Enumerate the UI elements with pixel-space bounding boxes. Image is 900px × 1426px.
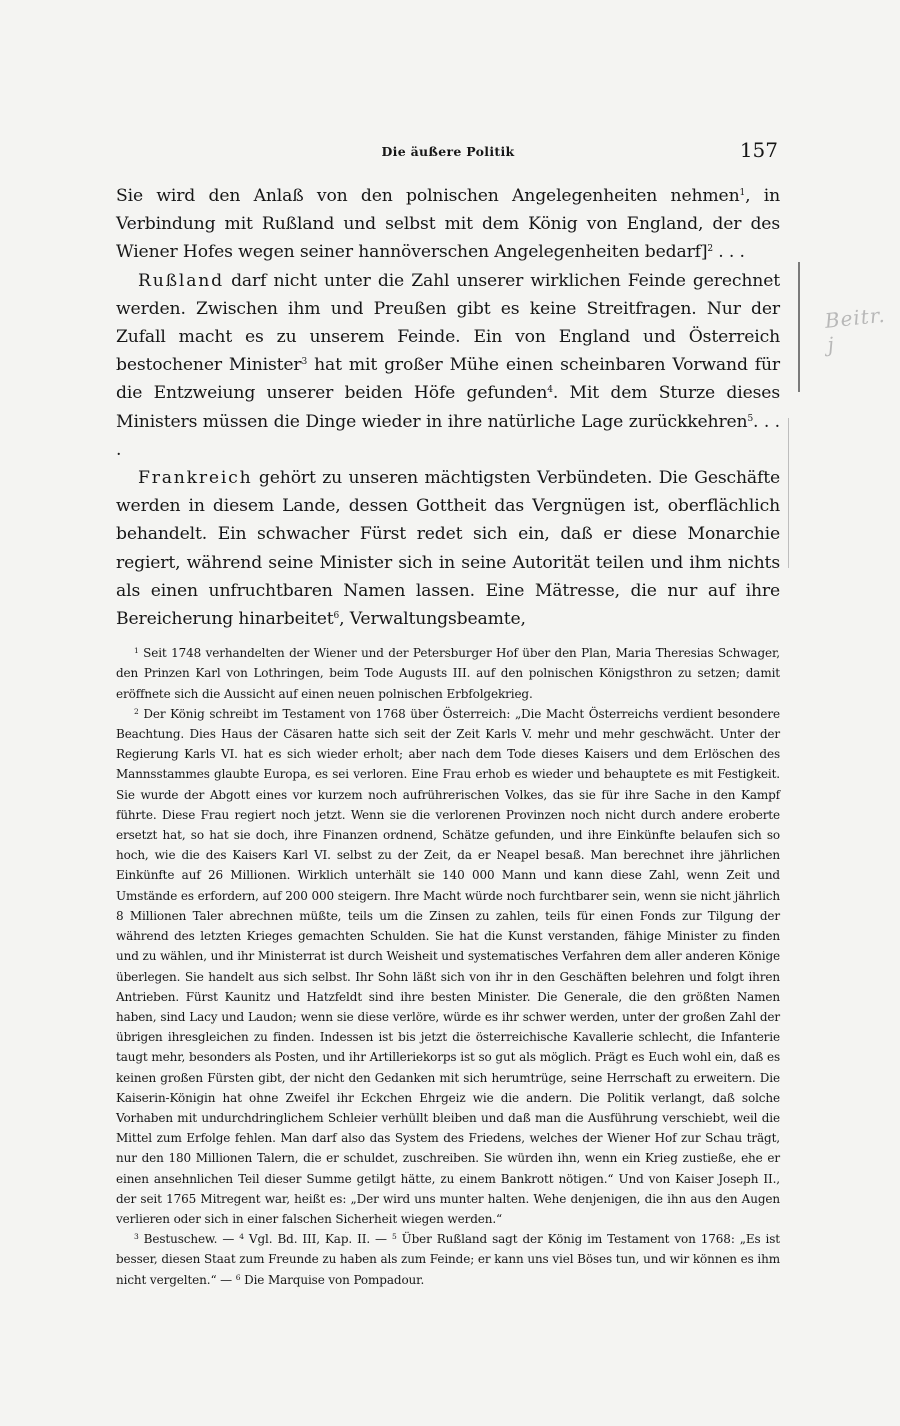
main-text	[116, 182, 780, 633]
footnote-number: 2	[134, 706, 139, 716]
footnote-ref-2: 2	[707, 244, 713, 255]
footnote-ref-1: 1	[739, 188, 746, 198]
footnote-ref-3: 3	[301, 357, 308, 368]
text-segment: Sie wird den Anlaß von den polnischen Angelegenheiten nehmen	[116, 186, 740, 206]
footnote-number: 5	[391, 1232, 397, 1242]
footnote-text: Seit 1748 verhandelten der Wiener und der Petersburger Hof über den Plan, Maria Theresias Schwager, den Prinzen Karl von Lothringen, beim Tode Augusts III. auf den polnischen Königsthron zu setzen; damit eröffnete sich die Aussicht auf einen neuen polnischen Erbfolgekrieg.	[116, 646, 780, 701]
keyword-france: Frankreich	[138, 468, 253, 489]
text-segment: darf nicht unter die Zahl unserer wirklichen Feinde gerechnet werden. Zwischen ihm und Preußen gibt es keine Streitfragen. Nur der Zufall macht es zu unserem Feinde. Ein von England und Österreich bestochener Minister	[116, 270, 780, 376]
page-number: 157	[739, 138, 778, 162]
text-segment: . . . .	[116, 411, 780, 460]
footnote-1	[116, 643, 780, 704]
footnote-text: Die Marquise von Pompadour.	[240, 1272, 425, 1287]
margin-pencil-line	[788, 418, 789, 568]
footnote-2	[116, 704, 780, 1229]
paragraph-france	[116, 464, 780, 633]
book-page	[116, 130, 780, 1290]
footnote-text: Vgl. Bd. III, Kap. II. —	[243, 1232, 392, 1247]
margin-pencil-line	[798, 262, 800, 392]
footnote-ref-6: 6	[333, 611, 340, 622]
footnotes-3-6	[116, 1229, 780, 1290]
footnote-text: Über Rußland sagt der König im Testament von 1768: „Es ist besser, diesen Staat zum Freunde zu haben als zum Feinde; er kann uns viel Böses tun, und wir können es ihm nicht vergelten.“ —	[116, 1232, 780, 1287]
text-segment: gehört zu unseren mächtigsten Verbündeten. Die Geschäfte werden in diesem Lande, dessen Gottheit das Vergnügen ist, oberflächlich behandelt. Ein schwacher Fürst redet sich ein, daß er diese Monarchie regiert, während seine Minister sich in seine Autorität teilen und ihm nichts als einen unfruchtbaren Namen lassen. Eine Mätresse, die nur auf ihre Bereicherung hinarbeitet	[116, 468, 780, 630]
text-segment: . Mit dem Sturze dieses Ministers müssen die Dinge wieder in ihre natürliche Lage zurückkehren	[116, 383, 780, 432]
footnote-text: Der König schreibt im Testament von 1768 über Österreich: „Die Macht Österreichs verdient besondere Beachtung. Dies Haus der Cäsaren hatte sich seit der Zeit Karls V. mehr und mehr geschwächt. Unter der Regierung Karls VI. hat es sich wieder erholt; aber nach dem Tode dieses Kaisers und dem Erlöschen des Mannsstammes glaubte Europa, es sei verloren. Eine Frau erhob es wieder und behauptete es mit Festigkeit. Sie wurde der Abgott eines vor kurzem noch aufrührerischen Volkes, das sie für ihre Sache in den Kampf führte. Diese Frau regiert noch jetzt. Wenn sie die verlorenen Provinzen noch nicht durch andere eroberte ersetzt hat, so hat sie doch, ihre Finanzen ordnend, Schätze gefunden, und ihre Einkünfte belaufen sich so hoch, wie die des Kaisers Karl VI. selbst zu der Zeit, da er Neapel besaß. Man berechnet ihre jährlichen Einkünfte auf 26 Millionen. Wirklich unterhält sie 140 000 Mann und kann diese Zahl, wenn Zeit und Umstände es erfordern, auf 200 000 steigern. Ihre Macht würde noch furchtbarer sein, wenn sie nicht jährlich 8 Millionen Taler abrechnen müßte, teils um die Zinsen zu zahlen, teils für einen Fonds zur Tilgung der während des letzten Krieges gemachten Schulden. Sie hat die Kunst verstanden, fähige Minister zu finden und zu wählen, und ihr Ministerrat ist durch Weisheit und systematisches Verfahren dem aller anderen Könige überlegen. Sie handelt aus sich selbst. Ihr Sohn läßt sich von ihr in den Geschäften belehren und folgt ihren Antrieben. Fürst Kaunitz und Hatzfeldt sind ihre besten Minister. Die Generale, die den größten Namen haben, sind Lacy und Laudon; wenn sie diese verlöre, würde es ihr schwer werden, unter der großen Zahl der übrigen ihresgleichen zu finden. Indessen ist bis jetzt die österreichische Kavallerie schlecht, die Infanterie taugt mehr, besonders als Posten, und ihr Artilleriekorps ist so gut als möglich. Prägt es Euch wohl ein, daß es keinen großen Fürsten gibt, der nicht den Gedanken mit sich herumtrüge, seine Herrschaft zu erweitern. Die Kaiserin-Königin hat ohne Zweifel ihr Eckchen Ehrgeiz wie die andern. Die Politik verlangt, daß solche Vorhaben mit undurchdringlichem Schleier verhüllt bleiben und daß man die Ausführung verschiebt, weil die Mittel zum Erfolge fehlen. Man darf also das System des Friedens, welches der Wiener Hof zur Schau trägt, nur den 180 Millionen Talern, die er schuldet, zuschreiben. Sie würden ihn, wenn ein Krieg zustieße, ehe er einen ansehnlichen Teil dieser Summe getilgt hätte, zu einem Bankrott nötigen.“ Und von Kaiser Joseph II., der seit 1765 Mitregent war, heißt es: „Der wird uns munter halten. Wehe denjenigen, die ihn aus den Augen verlieren oder sich in einer falschen Sicherheit wiegen werden.“	[116, 706, 780, 1226]
paragraph-russia	[116, 267, 780, 464]
handwritten-margin-note: Beitr. j	[823, 302, 887, 357]
footnote-number: 6	[235, 1272, 241, 1282]
text-segment: . . .	[712, 242, 745, 263]
footnote-ref-4: 4	[547, 385, 553, 396]
footnote-ref-5: 5	[747, 413, 754, 424]
running-title: Die äußere Politik	[381, 144, 515, 159]
footnote-text: Bestuschew. —	[138, 1232, 240, 1247]
text-segment: , in Verbindung mit Rußland und selbst mit dem König von England, der des Wiener Hofes wegen seiner hannöverschen Angelegenheiten bedarf]	[116, 186, 780, 263]
running-header	[116, 130, 780, 170]
footnote-number: 1	[134, 646, 139, 656]
paragraph-poland	[116, 182, 780, 267]
text-segment: hat mit großer Mühe einen scheinbaren Vorwand für die Entzweiung unserer beiden Höfe gefunden	[116, 355, 780, 404]
text-segment: , Verwaltungsbeamte,	[339, 609, 526, 630]
footnote-number: 4	[239, 1232, 244, 1242]
footnotes	[116, 643, 780, 1290]
footnote-number: 3	[134, 1232, 139, 1242]
keyword-russia: Rußland	[138, 270, 224, 291]
